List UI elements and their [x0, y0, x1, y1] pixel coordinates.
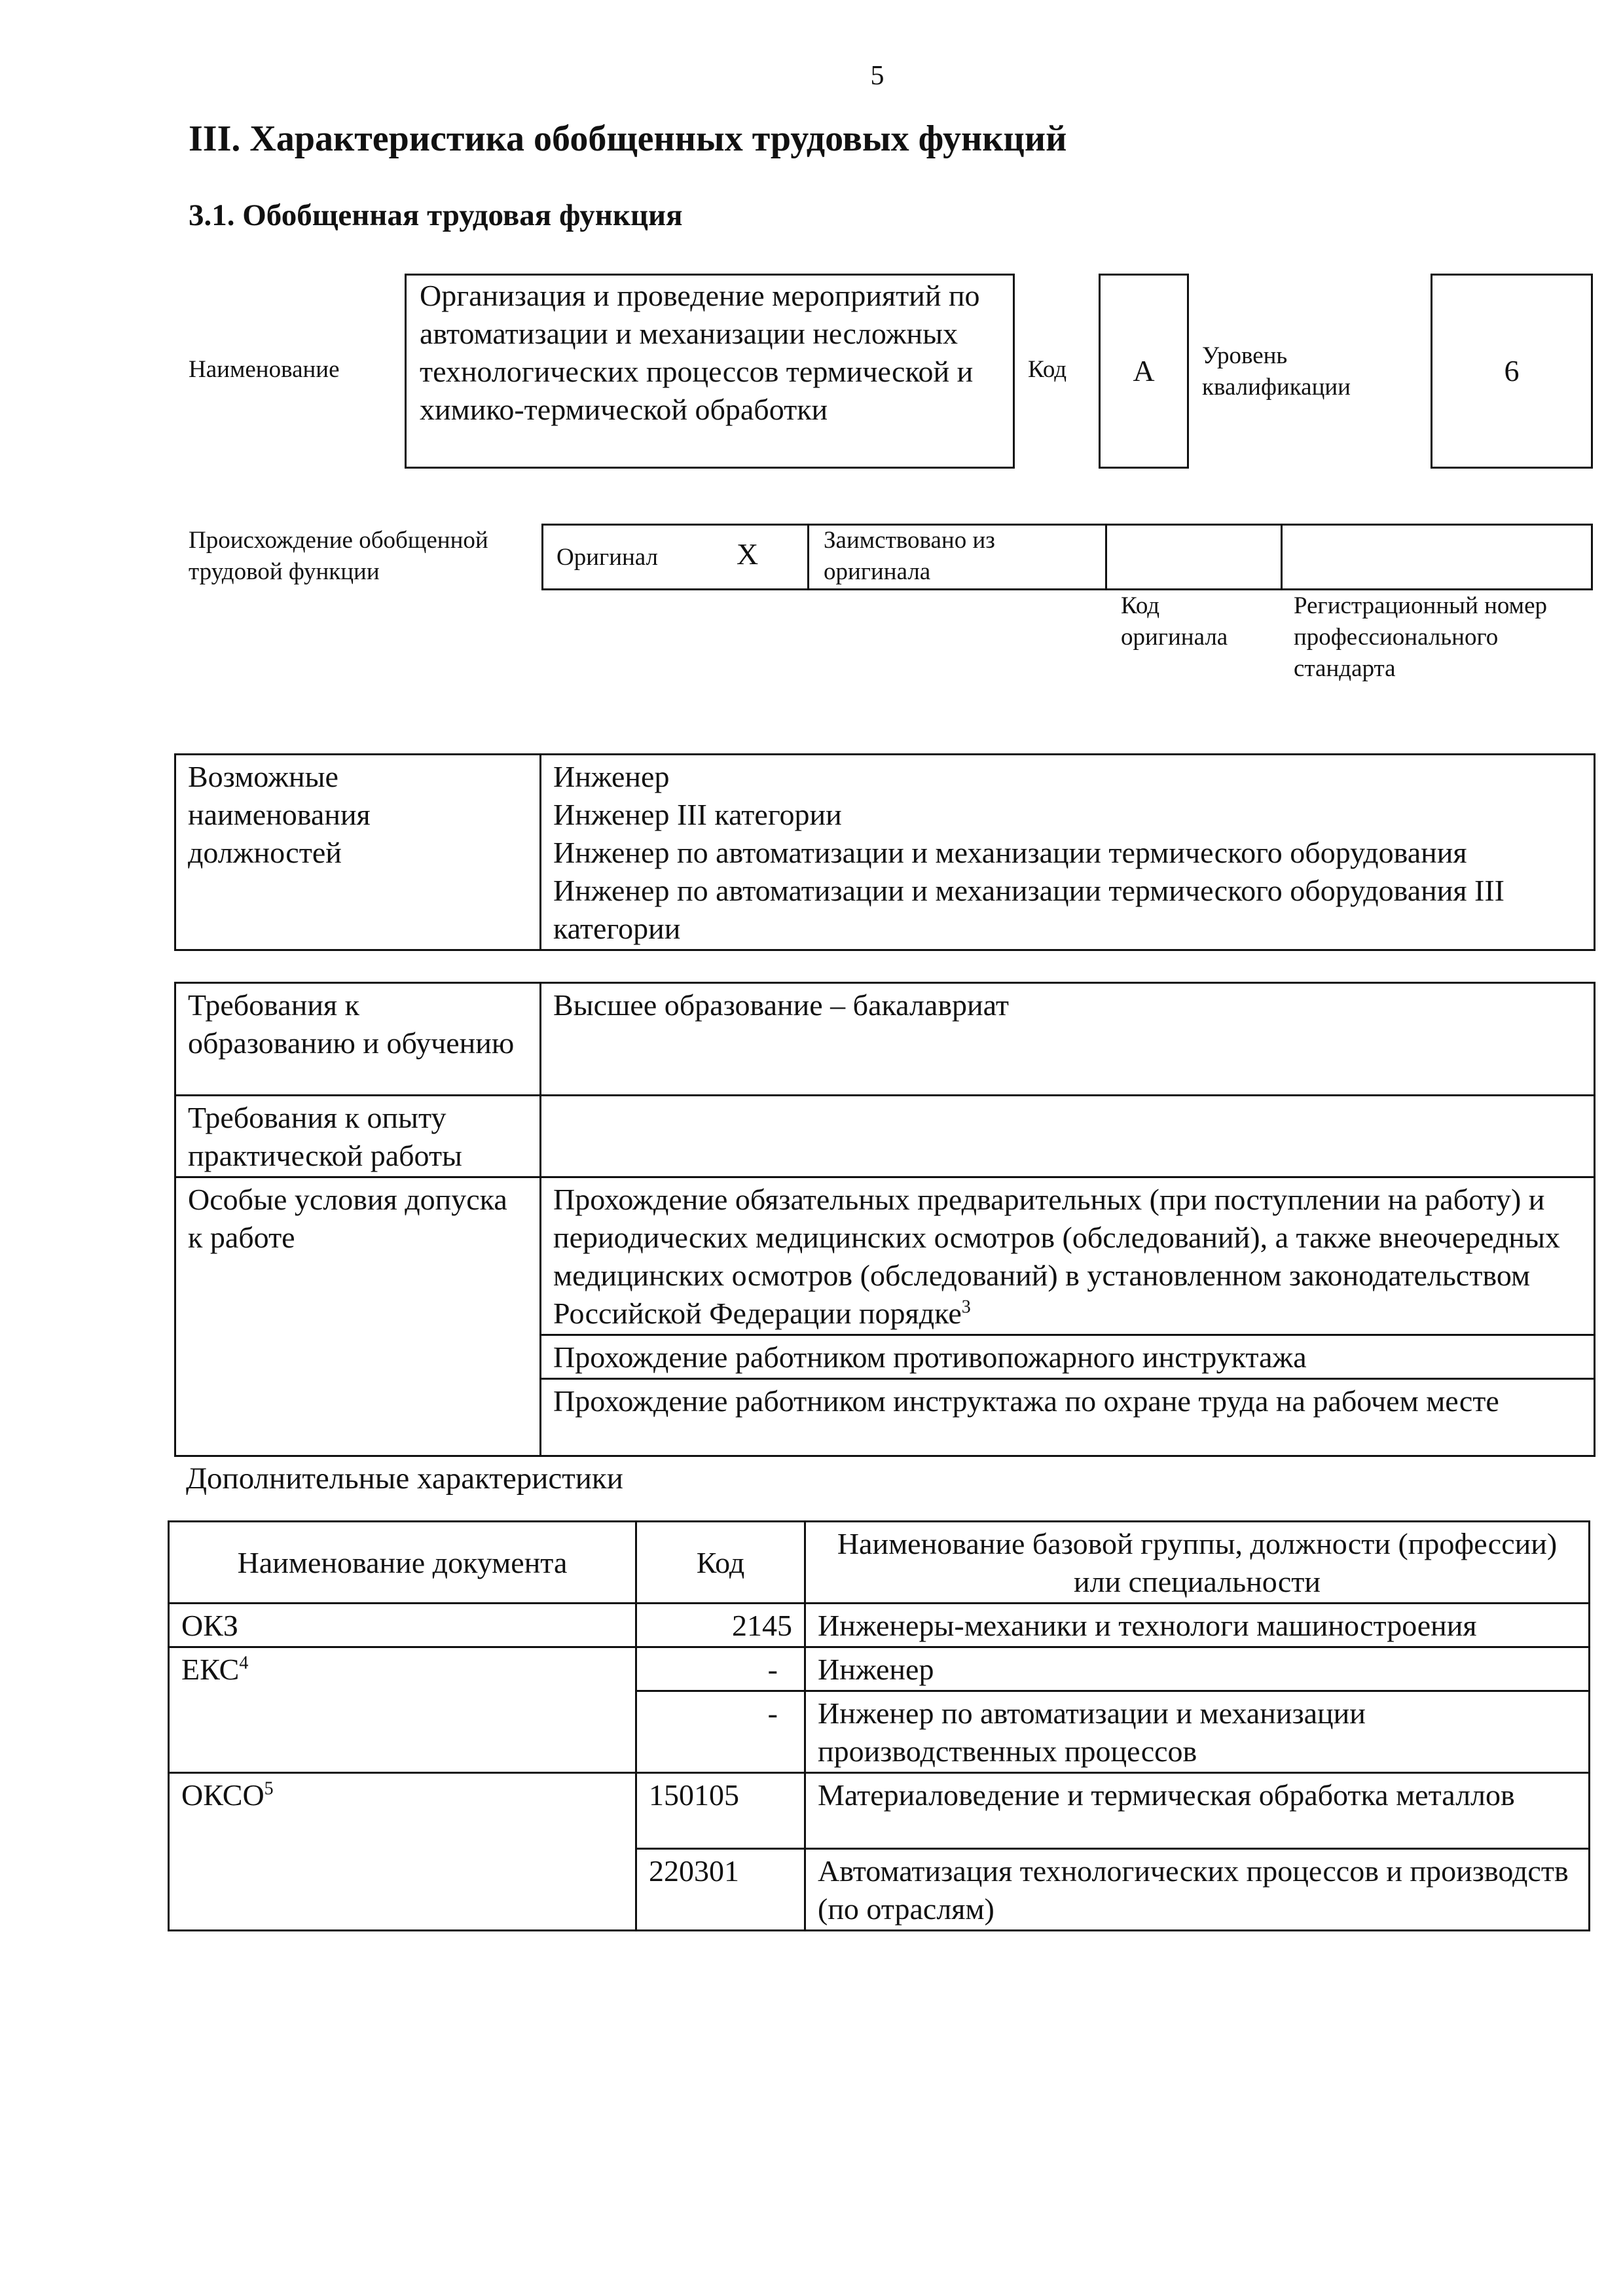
- origin-divider-1: [807, 524, 809, 590]
- code-okso-2: 220301: [636, 1849, 805, 1931]
- page-number: 5: [870, 61, 884, 91]
- origin-reg-caption: Регистрационный номер профессионального стандарта: [1294, 592, 1548, 682]
- positions-list: [541, 755, 1595, 950]
- list-item: Инженер по автоматизации и механизации термического оборудования: [553, 836, 1467, 869]
- list-item: Инженер по автоматизации и механизации термического оборудования III категории: [553, 874, 1504, 945]
- table-row: [175, 755, 1595, 950]
- table-header-row: [169, 1522, 1590, 1604]
- condition-text: Прохождение обязательных предварительных (при поступлении на работу) и периодических медицинских осмотров (обследований), а также внеочередных медицинских осмотров (обследований) в установленном законодательством Российской Федерации порядке: [553, 1183, 1560, 1330]
- code-eks-1: -: [636, 1647, 805, 1691]
- code-eks-2: -: [636, 1691, 805, 1773]
- footnote-5: 5: [264, 1778, 274, 1799]
- doc-okz: ОКЗ: [169, 1604, 636, 1647]
- header-document: Наименование документа: [169, 1522, 636, 1604]
- name-eks-1: Инженер: [805, 1647, 1590, 1691]
- origin-divider-3: [1281, 524, 1283, 590]
- doc-eks: ЕКС$^4$: [169, 1647, 636, 1773]
- doc-okso: ОКСО$^5$: [169, 1773, 636, 1931]
- origin-divider-2: [1105, 524, 1107, 590]
- function-name-box: [405, 274, 1015, 469]
- origin-borrowed-label: Заимствовано из оригинала: [824, 527, 995, 585]
- origin-original-mark: X: [737, 537, 759, 571]
- subsection-title: 3.1. Обобщенная трудовая функция: [189, 198, 683, 232]
- name-okz: Инженеры-механики и технологи машиностроения: [805, 1604, 1590, 1647]
- footnote-4: 4: [239, 1653, 249, 1674]
- experience-label: Требования к опыту практической работы: [175, 1096, 541, 1177]
- name-okso-1: Материаловедение и термическая обработка металлов: [805, 1773, 1590, 1849]
- function-code-box: [1099, 274, 1189, 469]
- name-okso-2: Автоматизация технологических процессов и производств (по отраслям): [805, 1849, 1590, 1931]
- function-code-label: Код: [1028, 356, 1067, 383]
- footnote-3: 3: [961, 1297, 971, 1318]
- code-okso-1: 150105: [636, 1773, 805, 1849]
- additional-table: [168, 1520, 1590, 1931]
- requirements-table: [174, 982, 1596, 1457]
- qualification-level-label: Уровень квалификации: [1202, 342, 1351, 401]
- section-title: III. Характеристика обобщенных трудовых функций: [189, 118, 1067, 159]
- origin-code-caption: Код оригинала: [1121, 592, 1228, 651]
- experience-value: [541, 1096, 1595, 1177]
- table-row: [169, 1773, 1590, 1849]
- code-okz: 2145: [636, 1604, 805, 1647]
- table-row: [175, 1096, 1595, 1177]
- additional-title: Дополнительные характеристики: [186, 1462, 623, 1496]
- list-item: Инженер: [553, 760, 670, 793]
- condition-item: Прохождение работником противопожарного инструктажа: [541, 1335, 1595, 1379]
- qualification-level-value: 6: [1504, 354, 1520, 387]
- origin-original-label: Оригинал: [556, 544, 659, 571]
- condition-item: [541, 1177, 1595, 1335]
- condition-item: Прохождение работником инструктажа по охране труда на рабочем месте: [541, 1379, 1595, 1456]
- education-label: Требования к образованию и обучению: [175, 983, 541, 1096]
- function-name-label: Наименование: [189, 356, 340, 383]
- positions-table: [174, 753, 1596, 951]
- conditions-label: Особые условия допуска к работе: [175, 1177, 541, 1456]
- function-code-value: А: [1133, 354, 1155, 387]
- table-row: [169, 1647, 1590, 1691]
- header-group: Наименование базовой группы, должности (профессии) или специальности: [805, 1522, 1590, 1604]
- origin-label: Происхождение обобщенной трудовой функции: [189, 527, 488, 585]
- table-row: [169, 1604, 1590, 1647]
- qualification-level-box: [1431, 274, 1593, 469]
- list-item: Инженер III категории: [553, 798, 842, 831]
- header-code: Код: [636, 1522, 805, 1604]
- function-name-value: Организация и проведение мероприятий по автоматизации и механизации несложных технологических процессов термической и химико-термической обработки: [420, 279, 980, 426]
- table-row: [175, 1177, 1595, 1335]
- positions-label: Возможные наименования должностей: [175, 755, 541, 950]
- table-row: [175, 983, 1595, 1096]
- name-eks-2: Инженер по автоматизации и механизации производственных процессов: [805, 1691, 1590, 1773]
- education-value: Высшее образование – бакалавриат: [541, 983, 1595, 1096]
